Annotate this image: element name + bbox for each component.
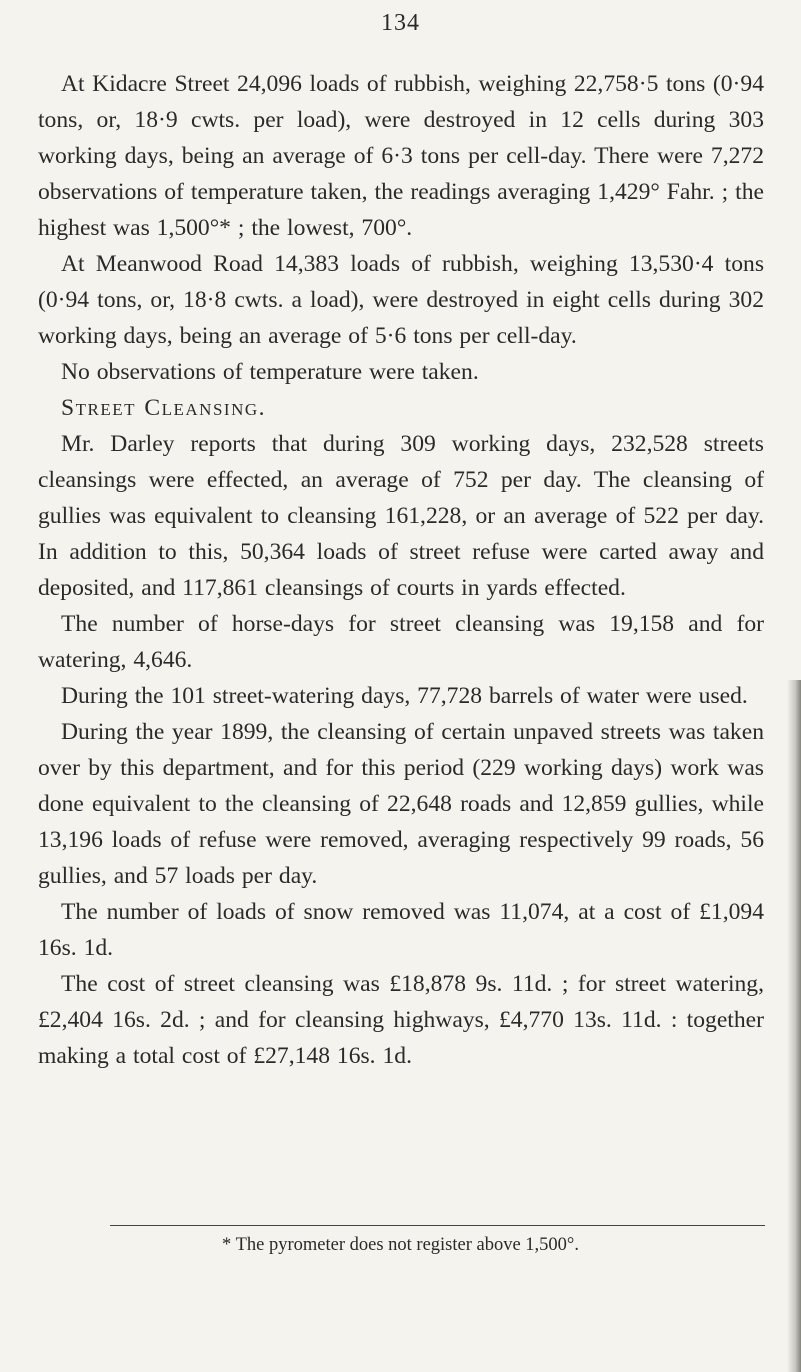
paragraph-unpaved-streets: During the year 1899, the cleansing of certain unpaved streets was taken over by this department, and for this period (229 working days) work was done equivalent to the cleansing of 22,648 roads and 12,859 gullies, while 13,196 loads of refuse were removed, averaging respectively 99 roads, 56 gullies, and 57 loads per day. <box>38 719 764 889</box>
paragraph-kidacre-street: At Kidacre Street 24,096 loads of rubbish, weighing 22,758·5 tons (0·94 tons, or, 18·9 cwts. per load), were destroyed in 12 cells during 303 working days, being an average of 6·3 tons per cell-day. There were 7,272 observations of temperature taken, the readings averaging 1,429° Fahr. ; the highest was 1,500°* ; the lowest, 700°. <box>38 71 764 241</box>
footnote: * The pyrometer does not register above 1,500°. <box>222 1235 579 1255</box>
paragraph-street-watering: During the 101 street-watering days, 77,728 barrels of water were used. <box>61 683 748 709</box>
section-heading-text: Street Cleansing. <box>61 395 267 421</box>
paragraph-darley-report: Mr. Darley reports that during 309 working days, 232,528 streets cleansings were effected, an average of 752 per day. The cleansing of gullies was equivalent to cleansing 161,228, or an average of 522 per day. In addition to this, 50,364 loads of street refuse were carted away and deposited, and 117,861 cleansings of courts in yards effected. <box>38 431 764 601</box>
page-number: 134 <box>381 10 420 36</box>
paragraph-total-cost: The cost of street cleansing was £18,878 9s. 11d. ; for street watering, £2,404 16s. 2d. ; and for cleansing highways, £4,770 13s. 11d. : together making a total cost of £27,148 16s. 1d. <box>38 971 764 1069</box>
section-heading <box>38 390 764 426</box>
footnote-rule <box>110 1225 765 1226</box>
paragraph-no-observations: No observations of temperature were taken. <box>61 359 479 385</box>
body-text <box>38 66 764 1074</box>
paragraph-snow-removed: The number of loads of snow removed was 11,074, at a cost of £1,094 16s. 1d. <box>38 899 764 961</box>
paragraph-horse-days: The number of horse-days for street cleansing was 19,158 and for watering, 4,646. <box>38 611 764 673</box>
page-edge-shadow <box>787 680 801 1372</box>
paragraph-meanwood-road: At Meanwood Road 14,383 loads of rubbish, weighing 13,530·4 tons (0·94 tons, or, 18·8 cwts. a load), were destroyed in eight cells during 302 working days, being an average of 5·6 tons per cell-day. <box>38 251 764 349</box>
